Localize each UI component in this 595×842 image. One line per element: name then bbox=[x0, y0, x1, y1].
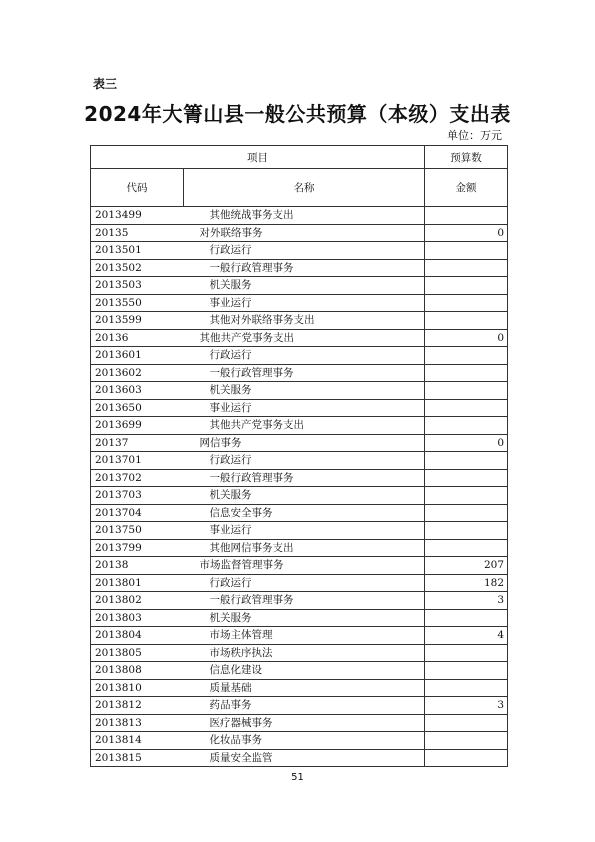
row-code: 2013804 bbox=[91, 627, 184, 645]
table-row bbox=[91, 452, 508, 470]
table-row bbox=[91, 399, 508, 417]
table-row bbox=[91, 382, 508, 400]
table-row bbox=[91, 364, 508, 382]
row-code: 2013699 bbox=[91, 417, 184, 435]
row-amount bbox=[425, 207, 508, 225]
row-amount: 3 bbox=[425, 697, 508, 715]
row-name: 事业运行 bbox=[184, 294, 425, 312]
row-amount bbox=[425, 662, 508, 680]
row-code: 20138 bbox=[91, 557, 184, 575]
header-code: 代码 bbox=[91, 169, 184, 207]
table-row bbox=[91, 557, 508, 575]
row-name: 其他共产党事务支出 bbox=[184, 329, 425, 347]
row-name: 一般行政管理事务 bbox=[184, 469, 425, 487]
row-name: 行政运行 bbox=[184, 242, 425, 260]
table-row bbox=[91, 487, 508, 505]
table-row bbox=[91, 207, 508, 225]
row-code: 2013503 bbox=[91, 277, 184, 295]
table-row bbox=[91, 662, 508, 680]
row-amount bbox=[425, 469, 508, 487]
table-row bbox=[91, 539, 508, 557]
row-name: 医疗器械事务 bbox=[184, 714, 425, 732]
row-amount bbox=[425, 347, 508, 365]
row-code: 2013703 bbox=[91, 487, 184, 505]
row-code: 2013702 bbox=[91, 469, 184, 487]
table-row bbox=[91, 679, 508, 697]
table-row bbox=[91, 329, 508, 347]
row-name: 对外联络事务 bbox=[184, 224, 425, 242]
table-row bbox=[91, 259, 508, 277]
row-name: 市场秩序执法 bbox=[184, 644, 425, 662]
row-name: 其他共产党事务支出 bbox=[184, 417, 425, 435]
unit-label: 单位：万元 bbox=[447, 129, 502, 142]
row-name: 一般行政管理事务 bbox=[184, 592, 425, 610]
page-number: 51 bbox=[291, 772, 304, 783]
table-row bbox=[91, 714, 508, 732]
row-name: 其他对外联络事务支出 bbox=[184, 312, 425, 330]
row-amount: 0 bbox=[425, 329, 508, 347]
row-name: 行政运行 bbox=[184, 452, 425, 470]
row-name: 信息化建设 bbox=[184, 662, 425, 680]
row-amount bbox=[425, 487, 508, 505]
row-code: 2013704 bbox=[91, 504, 184, 522]
row-code: 2013499 bbox=[91, 207, 184, 225]
row-code: 2013805 bbox=[91, 644, 184, 662]
row-amount: 0 bbox=[425, 224, 508, 242]
header-row-bottom bbox=[91, 169, 508, 207]
row-name: 事业运行 bbox=[184, 522, 425, 540]
row-name: 药品事务 bbox=[184, 697, 425, 715]
row-amount bbox=[425, 539, 508, 557]
row-amount bbox=[425, 277, 508, 295]
row-name: 一般行政管理事务 bbox=[184, 259, 425, 277]
row-amount: 182 bbox=[425, 574, 508, 592]
header-row-top bbox=[91, 146, 508, 169]
row-amount bbox=[425, 749, 508, 767]
table-row bbox=[91, 434, 508, 452]
row-amount bbox=[425, 259, 508, 277]
table-row bbox=[91, 504, 508, 522]
row-amount: 207 bbox=[425, 557, 508, 575]
row-name: 质量安全监管 bbox=[184, 749, 425, 767]
row-amount bbox=[425, 364, 508, 382]
row-name: 事业运行 bbox=[184, 399, 425, 417]
row-code: 20136 bbox=[91, 329, 184, 347]
row-code: 2013502 bbox=[91, 259, 184, 277]
row-code: 20137 bbox=[91, 434, 184, 452]
header-name: 名称 bbox=[184, 169, 425, 207]
row-code: 2013603 bbox=[91, 382, 184, 400]
row-name: 机关服务 bbox=[184, 382, 425, 400]
row-code: 20135 bbox=[91, 224, 184, 242]
row-amount bbox=[425, 242, 508, 260]
row-amount bbox=[425, 714, 508, 732]
row-name: 市场监督管理事务 bbox=[184, 557, 425, 575]
table-label: 表三 bbox=[93, 77, 118, 91]
row-code: 2013808 bbox=[91, 662, 184, 680]
row-code: 2013810 bbox=[91, 679, 184, 697]
row-code: 2013802 bbox=[91, 592, 184, 610]
header-budget: 预算数 bbox=[425, 146, 508, 169]
row-code: 2013815 bbox=[91, 749, 184, 767]
row-name: 信息安全事务 bbox=[184, 504, 425, 522]
row-name: 其他统战事务支出 bbox=[184, 207, 425, 225]
row-code: 2013701 bbox=[91, 452, 184, 470]
row-amount: 4 bbox=[425, 627, 508, 645]
table-row bbox=[91, 347, 508, 365]
page-title: 2024年大箐山县一般公共预算（本级）支出表 bbox=[84, 102, 511, 126]
row-name: 行政运行 bbox=[184, 574, 425, 592]
row-code: 2013813 bbox=[91, 714, 184, 732]
row-name: 质量基础 bbox=[184, 679, 425, 697]
header-amount: 金额 bbox=[425, 169, 508, 207]
table-row bbox=[91, 697, 508, 715]
row-name: 机关服务 bbox=[184, 609, 425, 627]
row-amount bbox=[425, 294, 508, 312]
row-amount bbox=[425, 417, 508, 435]
row-amount bbox=[425, 732, 508, 750]
row-amount: 3 bbox=[425, 592, 508, 610]
row-name: 市场主体管理 bbox=[184, 627, 425, 645]
row-code: 2013599 bbox=[91, 312, 184, 330]
row-code: 2013601 bbox=[91, 347, 184, 365]
table-row bbox=[91, 749, 508, 767]
table-row bbox=[91, 469, 508, 487]
table-body bbox=[91, 207, 508, 767]
row-amount bbox=[425, 312, 508, 330]
row-code: 2013812 bbox=[91, 697, 184, 715]
row-code: 2013750 bbox=[91, 522, 184, 540]
row-code: 2013602 bbox=[91, 364, 184, 382]
row-code: 2013803 bbox=[91, 609, 184, 627]
row-code: 2013650 bbox=[91, 399, 184, 417]
row-amount bbox=[425, 504, 508, 522]
row-name: 一般行政管理事务 bbox=[184, 364, 425, 382]
row-amount bbox=[425, 522, 508, 540]
row-amount bbox=[425, 679, 508, 697]
row-amount bbox=[425, 644, 508, 662]
table-row bbox=[91, 627, 508, 645]
table-row bbox=[91, 312, 508, 330]
table-row bbox=[91, 294, 508, 312]
row-amount: 0 bbox=[425, 434, 508, 452]
row-amount bbox=[425, 609, 508, 627]
row-name: 其他网信事务支出 bbox=[184, 539, 425, 557]
table-row bbox=[91, 644, 508, 662]
row-code: 2013799 bbox=[91, 539, 184, 557]
row-code: 2013501 bbox=[91, 242, 184, 260]
row-name: 行政运行 bbox=[184, 347, 425, 365]
row-code: 2013550 bbox=[91, 294, 184, 312]
table-row bbox=[91, 609, 508, 627]
table-row bbox=[91, 242, 508, 260]
row-amount bbox=[425, 452, 508, 470]
row-code: 2013814 bbox=[91, 732, 184, 750]
row-amount bbox=[425, 399, 508, 417]
row-code: 2013801 bbox=[91, 574, 184, 592]
row-amount bbox=[425, 382, 508, 400]
row-name: 网信事务 bbox=[184, 434, 425, 452]
table-row bbox=[91, 224, 508, 242]
table-row bbox=[91, 574, 508, 592]
table-row bbox=[91, 417, 508, 435]
row-name: 机关服务 bbox=[184, 277, 425, 295]
table-row bbox=[91, 277, 508, 295]
table-row bbox=[91, 732, 508, 750]
table-row bbox=[91, 522, 508, 540]
table-row bbox=[91, 592, 508, 610]
budget-table bbox=[90, 145, 508, 767]
header-item: 项目 bbox=[91, 146, 425, 169]
row-name: 机关服务 bbox=[184, 487, 425, 505]
row-name: 化妆品事务 bbox=[184, 732, 425, 750]
